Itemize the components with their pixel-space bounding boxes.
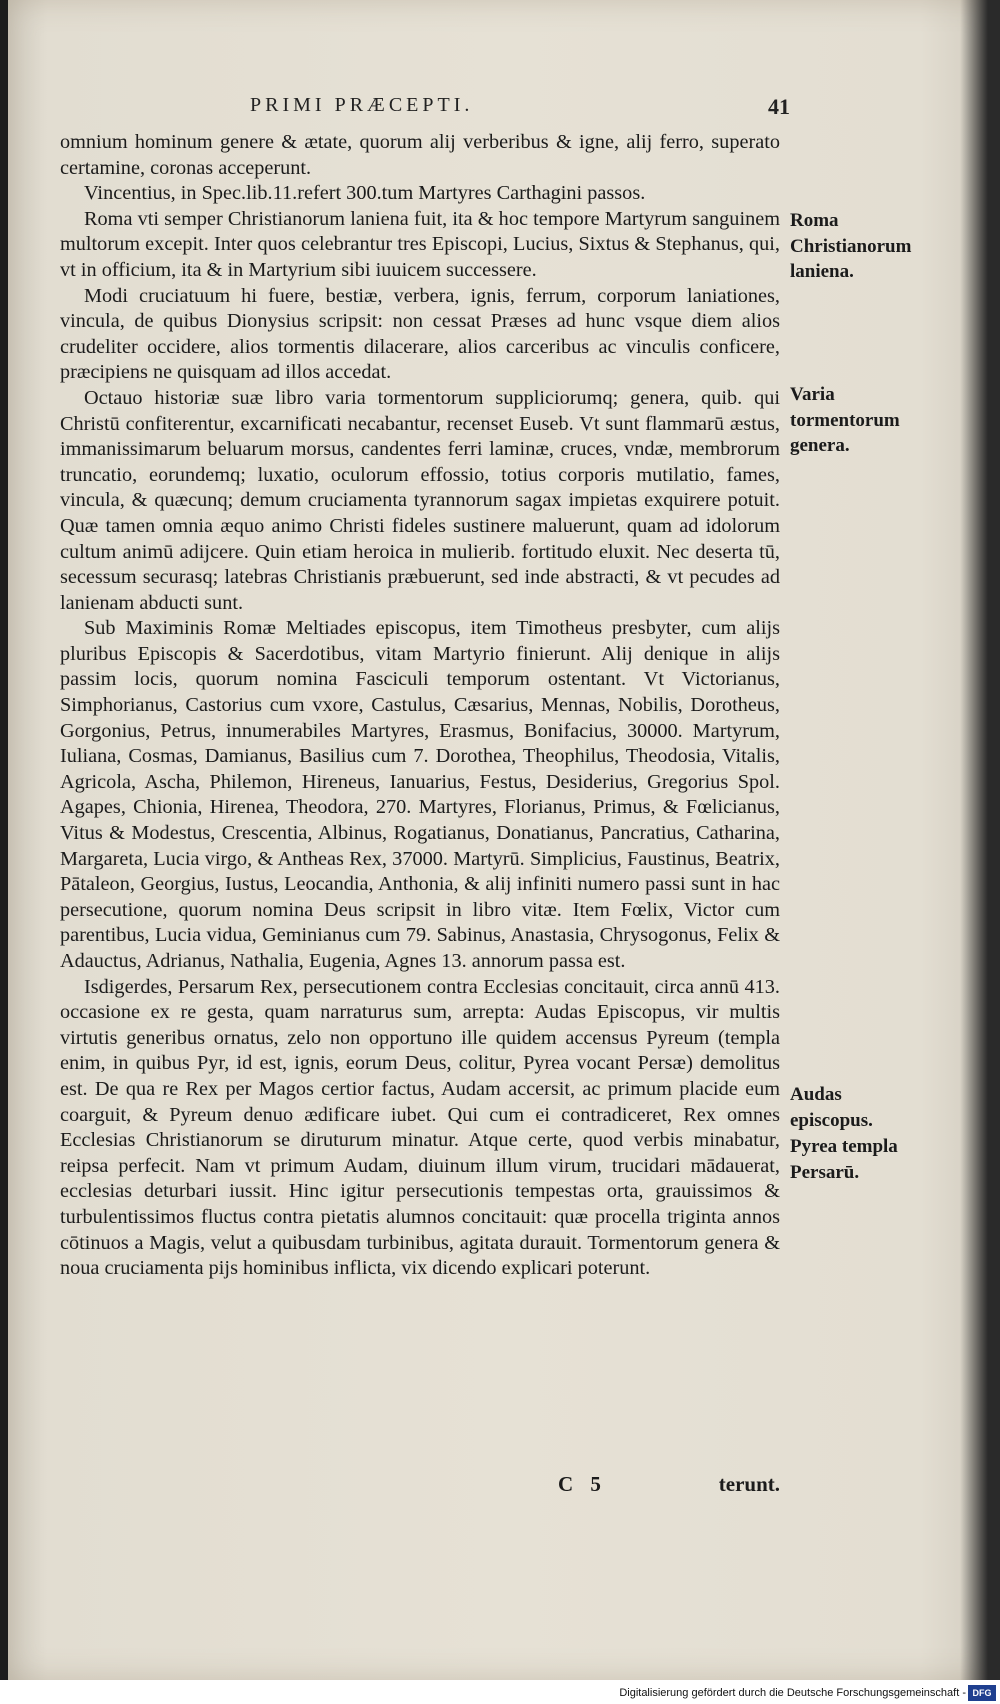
signature-mark: C 5: [558, 1472, 607, 1496]
margin-note-tormenta: Varia tormentorum genera.: [790, 384, 900, 457]
margin-note-pyrea: Pyrea templa Persarū.: [790, 1136, 898, 1183]
running-title: PRIMI PRÆCEPTI.: [250, 94, 474, 116]
main-text-block: [60, 130, 780, 1282]
margin-note-roma: Roma Christianorum laniena.: [790, 210, 912, 283]
page-number: 41: [768, 94, 790, 119]
paragraph-5: Octauo historiæ suæ libro varia tormentorum suppliciorumq; genera, quib. qui Christū confiterentur, excarnificati necabantur, recenset Euseb. Vt sunt flammarū æstus, immanissimarum beluarum morsus, candentes ferri laminæ, cruces, vndæ, membrorum truncatio, eorundemq; luxatio, oculorum effossio, totius corporis mutilatio, fames, vincula, & quæcunq; demum cruciamenta tyrannorum sagax impietas exquirere potuit. Quæ tamen omnia æquo animo Christi fideles sustinere maluerunt, quam ad idolorum cultum animū adijcere. Quin etiam heroica in mulierib. fortitudo eluxit. Nec deserta tū, secessum securasq; latebras Christianis præbuerunt, sed inde abstracti, & vt pecudes ad lanienam abducti sunt.: [60, 386, 780, 614]
dfg-logo-icon: DFG: [968, 1685, 996, 1701]
digitization-credit: Digitalisierung gefördert durch die Deutsche Forschungsgemeinschaft -: [619, 1687, 966, 1699]
margin-note-audas: Audas episcopus.: [790, 1084, 873, 1131]
paragraph-4: Modi cruciatuum hi fuere, bestiæ, verbera, ignis, ferrum, corporum laniationes, vincula, de quibus Dionysius scripsit: non cessat Præses ad hunc vsque diem alios crudeliter occidere, alios tormentis dilacerare, alios carceribus ac vinculis conficere, præcipiens ne quisquam ad illos accedat.: [60, 284, 780, 384]
paragraph-2: Vincentius, in Spec.lib.11.refert 300.tum Martyres Carthagini passos.: [84, 182, 646, 205]
paragraph-6: Sub Maximinis Romæ Meltiades episcopus, item Timotheus presbyter, cum alijs pluribus Episcopis & Sacerdotibus, vitam Martyrio finierunt. Alij denique in alijs passim locis, quorum nomina Fasciculi temporum ostentant. Vt Victorianus, Simphorianus, Castorius cum vxore, Castulus, Cæsarius, Mennas, Nobilis, Dorotheus, Gorgonius, Petrus, innumerabiles Martyres, Erasmus, Bonifacius, 30000. Martyrum, Iuliana, Cosmas, Damianus, Basilius cum 7. Dorothea, Theophilus, Theodosia, Vitalis, Agricola, Ascha, Philemon, Hireneus, Ianuarius, Festus, Desiderius, Gregorius Spol. Agapes, Chionia, Hirenea, Theodora, 270. Martyres, Florianus, Primus, & Fœlicianus, Vitus & Modestus, Crescentia, Albinus, Rogatianus, Donatianus, Pancratius, Catharina, Margareta, Lucia virgo, & Antheas Rex, 37000. Martyrū. Simplicius, Faustinus, Beatrix, Pātaleon, Georgius, Iustus, Leocandia, Anthonia, & alij infiniti numero passi sunt in hac persecutione, quorum nomina Deus scripsit in libro vitæ. Item Fœlix, Victor cum parentibus, Lucia vidua, Geminianus cum 79. Sabinus, Anastasia, Chrysogonus, Felix & Adauctus, Adrianus, Nathalia, Eugenia, Agnes 13. annorum passa est.: [60, 617, 780, 972]
paragraph-1: omnium hominum genere & ætate, quorum alij verberibus & igne, alij ferro, superato certamine, coronas acceperunt.: [60, 131, 780, 179]
paragraph-3: Roma vti semper Christianorum laniena fuit, ita & hoc tempore Martyrum sanguinem multorum excepit. Inter quos celebrantur tres Episcopi, Lucius, Sixtus & Stephanus, qui, vt in officium, ita & in Martyrium sibi iuuicem successere.: [60, 207, 780, 281]
paragraph-7: Isdigerdes, Persarum Rex, persecutionem contra Ecclesias concitauit, circa annū 413. occasione ex re gesta, quam narraturus sum, arrepta: Audas Episcopus, vir multis virtutis generibus ornatus, zelo non opportuno ille quidem accensus Pyreum (templa enim, in quibus Pyr, id est, ignis, eorum Deus, colitur, Pyrea vocant Persæ) demolitus est. De qua re Rex per Magos certior factus, Audam accersit, ac primum placide eum coarguit, & Pyreum denuo ædificare iubet. Qui cum ei contradiceret, Rex omnes Ecclesias Christianorum se diruturum minatur. Atque certe, quod verbis minabatur, reipsa perfecit. Nam vt primum Audam, diuinum illum virum, trucidari mādauerat, ecclesias deturbari iussit. Hinc igitur persecutionis tempestas orta, grauissimos & turbulentissimos fluctus contra pietatis alumnos concitauit: quæ procella triginta annos cōtinuos a Magis, velut a quibusdam turbinibus, agitata durauit. Tormentorum genera & noua cruciamenta pijs hominibus inflicta, vix dicendo explicari poterunt.: [60, 975, 780, 1280]
catchword: terunt.: [718, 1472, 780, 1496]
page-gutter-shadow: [960, 0, 1000, 1680]
